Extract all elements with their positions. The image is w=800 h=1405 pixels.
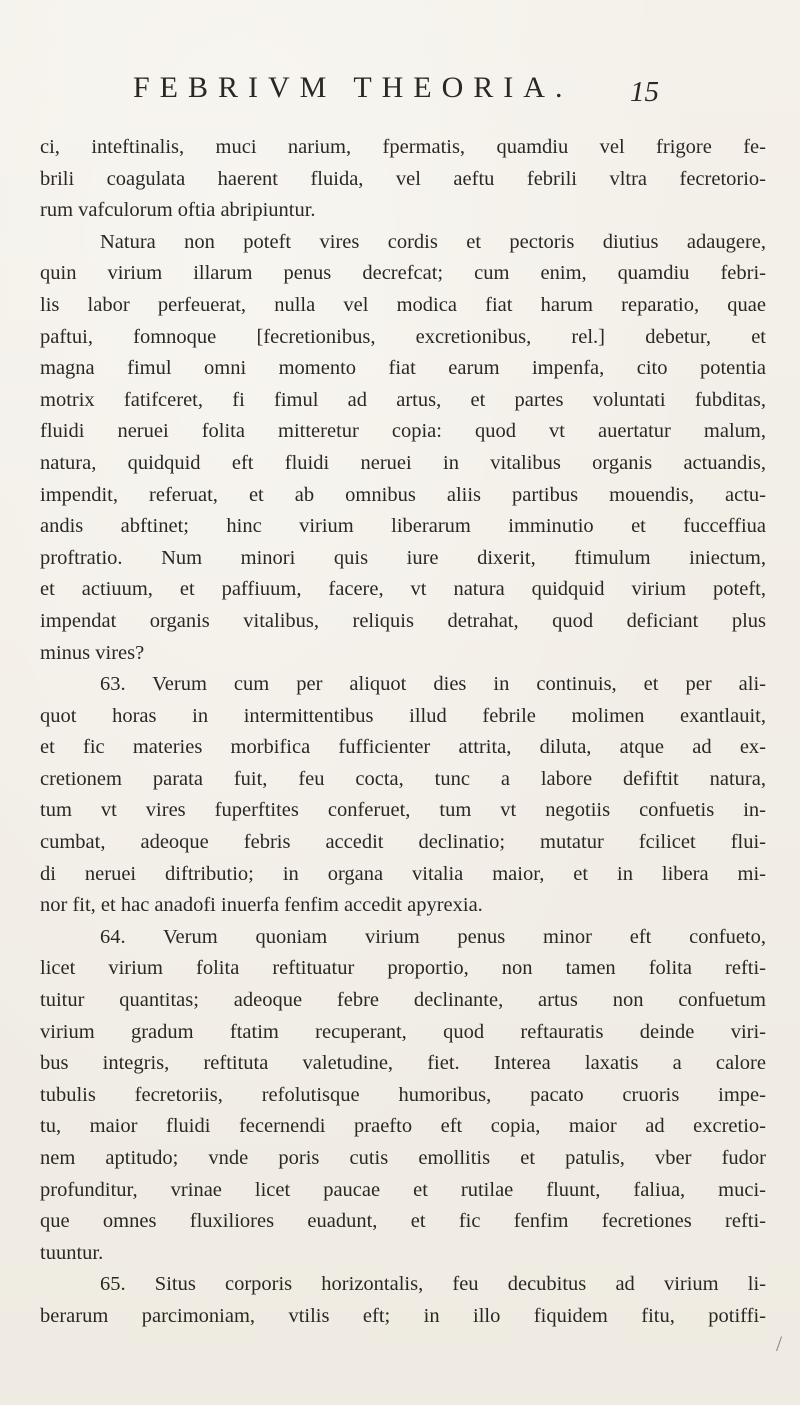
text-line: profunditur, vrinae licet paucae et rutilae fluunt, faliua, muci-	[40, 1178, 766, 1201]
text-line: virium gradum ftatim recuperant, quod reftauratis deinde viri-	[40, 1020, 766, 1043]
text-line: tu, maior fluidi fecernendi praefto eft copia, maior ad excretio-	[40, 1115, 766, 1138]
text-line: motrix fatifceret, fi fimul ad artus, et partes voluntati fubditas,	[40, 388, 766, 411]
text-line: bus integris, reftituta valetudine, fiet. Interea laxatis a calore	[40, 1052, 766, 1075]
text-line: que omnes fluxiliores euadunt, et fic fenfim fecretiones refti-	[40, 1210, 766, 1233]
text-line: rum vafculorum oftia abripiuntur.	[40, 199, 316, 222]
text-line: impendat organis vitalibus, reliquis detrahat, quod deficiant plus	[40, 609, 766, 632]
text-line: cumbat, adeoque febris accedit declinatio; mutatur fcilicet flui-	[40, 831, 766, 854]
text-line: nor fit, et hac anadofi inuerfa fenfim accedit apyrexia.	[40, 894, 483, 917]
text-line: berarum parcimoniam, vtilis eft; in illo fiquidem fitu, potiffi-	[40, 1304, 766, 1327]
text-line: di neruei diftributio; in organa vitalia maior, et in libera mi-	[40, 862, 766, 885]
text-line: tubulis fecretoriis, refolutisque humoribus, pacato cruoris impe-	[40, 1083, 766, 1106]
text-line: brili coagulata haerent fluida, vel aeftu febrili vltra fecretorio-	[40, 167, 766, 190]
text-line: et actiuum, et paffiuum, facere, vt natura quidquid virium poteft,	[40, 578, 766, 601]
text-line: tum vt vires fuperftites conferuet, tum vt negotiis confuetis in-	[40, 799, 766, 822]
text-line: nem aptitudo; vnde poris cutis emollitis et patulis, vber fudor	[40, 1147, 766, 1169]
paragraph-start-line: 63. Verum cum per aliquot dies in continuis, et per ali-	[100, 673, 766, 696]
text-line: tuuntur.	[40, 1241, 104, 1264]
text-line: et fic materies morbifica fufficienter attrita, diluta, atque ad ex-	[40, 736, 766, 759]
body-text	[40, 132, 766, 1333]
running-head	[0, 68, 800, 108]
running-title: FEBRIVM THEORIA.	[133, 71, 573, 104]
text-line: ci, inteftinalis, muci narium, fpermatis, quamdiu vel frigore fe-	[40, 136, 766, 158]
text-line: impendit, referuat, et ab omnibus aliis partibus mouendis, actu-	[40, 483, 766, 506]
text-line: andis abftinet; hinc virium liberarum imminutio et fucceffiua	[40, 515, 766, 538]
text-line: natura, quidquid eft fluidi neruei in vitalibus organis actuandis,	[40, 451, 766, 474]
text-line: lis labor perfeuerat, nulla vel modica fiat harum reparatio, quae	[40, 293, 766, 316]
text-line: fluidi neruei folita mitteretur copia: quod vt auertatur malum,	[40, 420, 766, 443]
text-line: tuitur quantitas; adeoque febre declinante, artus non confuetum	[40, 989, 766, 1012]
paragraph-start-line: 65. Situs corporis horizontalis, feu decubitus ad virium li-	[100, 1273, 766, 1296]
text-line: quot horas in intermittentibus illud febrile molimen exantlauit,	[40, 704, 766, 727]
text-line: proftratio. Num minori quis iure dixerit, ftimulum iniectum,	[40, 546, 766, 569]
paragraph-start-line: 64. Verum quoniam virium penus minor eft confueto,	[100, 925, 766, 948]
page-number: 15	[630, 76, 659, 108]
text-line: quin virium illarum penus decrefcat; cum enim, quamdiu febri-	[40, 262, 766, 285]
text-line: paftui, fomnoque [fecretionibus, excretionibus, rel.] debetur, et	[40, 325, 766, 348]
text-line: licet virium folita reftituatur proportio, non tamen folita refti-	[40, 957, 766, 980]
text-line: minus vires?	[40, 641, 145, 664]
text-line: magna fimul omni momento fiat earum impenfa, cito potentia	[40, 357, 766, 380]
paragraph-start-line: Natura non poteft vires cordis et pectoris diutius adaugere,	[100, 230, 766, 253]
margin-mark: /	[776, 1331, 783, 1356]
text-line: cretionem parata fuit, feu cocta, tunc a labore defiftit natura,	[40, 767, 766, 790]
